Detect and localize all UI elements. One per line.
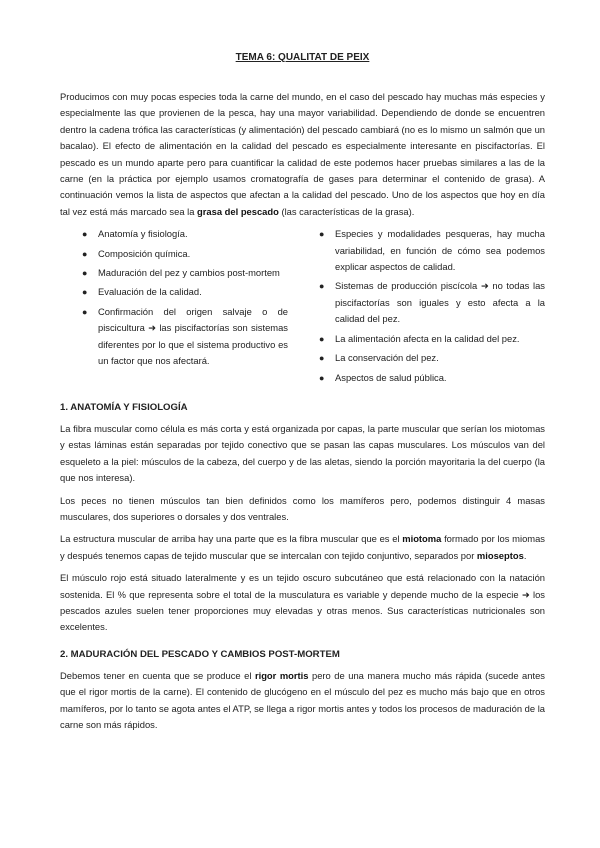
- section2-paragraph: [60, 668, 545, 734]
- bullet-icon: ●: [82, 268, 88, 279]
- bullet-icon: ●: [319, 333, 325, 344]
- section1-paragraph: Los peces no tienen músculos tan bien definidos como los mamíferos pero, podemos distinguir 4 masas musculares, dos superiores o dorsales y dos ventrales.: [60, 494, 545, 522]
- paragraph-text: pero de una manera mucho más rápida (sucede antes que el rigor mortis de la carne). El contenido de glucógeno en el músculo del pez es mucho más bajo que en otros mamíferos, por lo tanto se agota antes el ATP, se llega a rigor mortis antes y todos los procesos de maduración de la carne son más rápidos.: [60, 669, 545, 730]
- aspects-list: [60, 226, 545, 389]
- document-page: [60, 52, 545, 739]
- list-item: [317, 350, 545, 366]
- list-item-text: Anatomía y fisiología.: [98, 228, 188, 240]
- list-item-text: Especies y modalidades pesqueras, hay mucha variabilidad, en función de cómo sea podemos explicar aspectos de calidad.: [335, 228, 545, 273]
- list-item-text: La alimentación afecta en la calidad del pez.: [335, 332, 520, 344]
- intro-text-a: Producimos con muy pocas especies toda la carne del mundo, en el caso del pescado hay muchas más especies y especialmente las que provienen de la pesca, hay una mayor variabilidad. Dependiendo de donde se encuentren dentro la cadena trófica las características (y alimentación) del pescado cambiará (no es lo mismo un salmón que un bacalao). El efecto de alimentación en la calidad del pescado es especialmente interesante en piscifactorías. El pescado es un mundo aparte pero para cuantificar la calidad de este podemos hacer pruebas similares a las de la carne (en la práctica por ejemplo usamos cromatografía de gases para determinar el contenido de grasa). A continuación vemos la lista de aspectos que afectan a la calidad del pescado. Uno de los aspectos que hoy en día tal vez está más marcado sea la: [60, 91, 545, 217]
- bold-term-mioseptos: mioseptos: [476, 549, 524, 561]
- list-item: [60, 265, 288, 281]
- list-item-text: Confirmación del origen salvaje o de piscicultura ➜ las piscifactorías son sistemas diferentes por lo que el sistema productivo es un factor que nos afectará.: [98, 305, 288, 367]
- list-item-text: Aspectos de salud pública.: [335, 371, 447, 383]
- bullet-icon: ●: [319, 372, 325, 383]
- bullet-icon: ●: [319, 353, 325, 364]
- list-item: [60, 284, 288, 300]
- list-item-text: Maduración del pez y cambios post-mortem: [98, 267, 280, 279]
- section1-paragraph: El músculo rojo está situado lateralmente y es un tejido oscuro subcutáneo que está relacionado con la natación sostenida. El % que representa sobre el total de la musculatura es variable y depende mucho de la especie ➜ los pescados azules suelen tener proporciones muy elevadas y otras menos. Sus características nutricionales son excelentes.: [60, 572, 545, 633]
- intro-bold-text: grasa del pescado: [197, 205, 279, 217]
- section1-paragraph: La fibra muscular como célula es más corta y está organizada por capas, la parte muscular que serían los miotomas y estas láminas están separadas por tejido conectivo que se pasan las capas musculares. Los músculos van del esqueleto a la piel: músculos de la cabeza, del cuerpo y de las aletas, siendo la porción mayoritaria la del cuerpo (la que nos interesa).: [60, 422, 545, 484]
- bullet-icon: ●: [319, 229, 325, 240]
- bullet-icon: ●: [82, 306, 88, 317]
- paragraph-text: Debemos tener en cuenta que se produce el: [60, 669, 255, 681]
- paragraph-text: .: [523, 549, 527, 561]
- list-item: [317, 370, 545, 386]
- section-heading-maturation: 2. MADURACIÓN DEL PESCADO Y CAMBIOS POST-MORTEM: [60, 648, 340, 660]
- aspects-list-right: [317, 226, 545, 389]
- section1-paragraph: [60, 531, 545, 564]
- list-item-text: Sistemas de producción piscícola ➜ no todas las piscifactorías son iguales y esto afecta a la calidad del pez.: [335, 280, 545, 325]
- section-heading-anatomy: 1. ANATOMÍA Y FISIOLOGÍA: [60, 401, 188, 413]
- list-item: [317, 226, 545, 275]
- list-item: [317, 278, 545, 327]
- bullet-icon: ●: [82, 248, 88, 259]
- list-item: [60, 246, 288, 262]
- bold-term-rigor-mortis: rigor mortis: [254, 669, 309, 681]
- aspects-list-left: [60, 226, 288, 389]
- bullet-icon: ●: [319, 281, 325, 292]
- document-title: TEMA 6: QUALITAT DE PEIX: [235, 52, 370, 63]
- bullet-icon: ●: [82, 287, 88, 298]
- list-item-text: Evaluación de la calidad.: [98, 286, 202, 298]
- paragraph-text: formado por los miomas y después tenemos capas de tejido muscular que se intercalan con tejido conjuntivo, separados por: [60, 533, 545, 561]
- list-item: [317, 331, 545, 347]
- list-item-text: Composición química.: [98, 247, 191, 259]
- bold-term-miotoma: miotoma: [402, 533, 442, 545]
- bullet-icon: ●: [82, 229, 88, 240]
- list-item: [60, 226, 288, 242]
- paragraph-text: La estructura muscular de arriba hay una parte que es la fibra muscular que es el: [60, 533, 403, 545]
- intro-paragraph: [60, 89, 545, 220]
- list-item: [60, 304, 288, 370]
- list-item-text: La conservación del pez.: [335, 352, 439, 364]
- intro-text-b: (las características de la grasa).: [278, 205, 415, 217]
